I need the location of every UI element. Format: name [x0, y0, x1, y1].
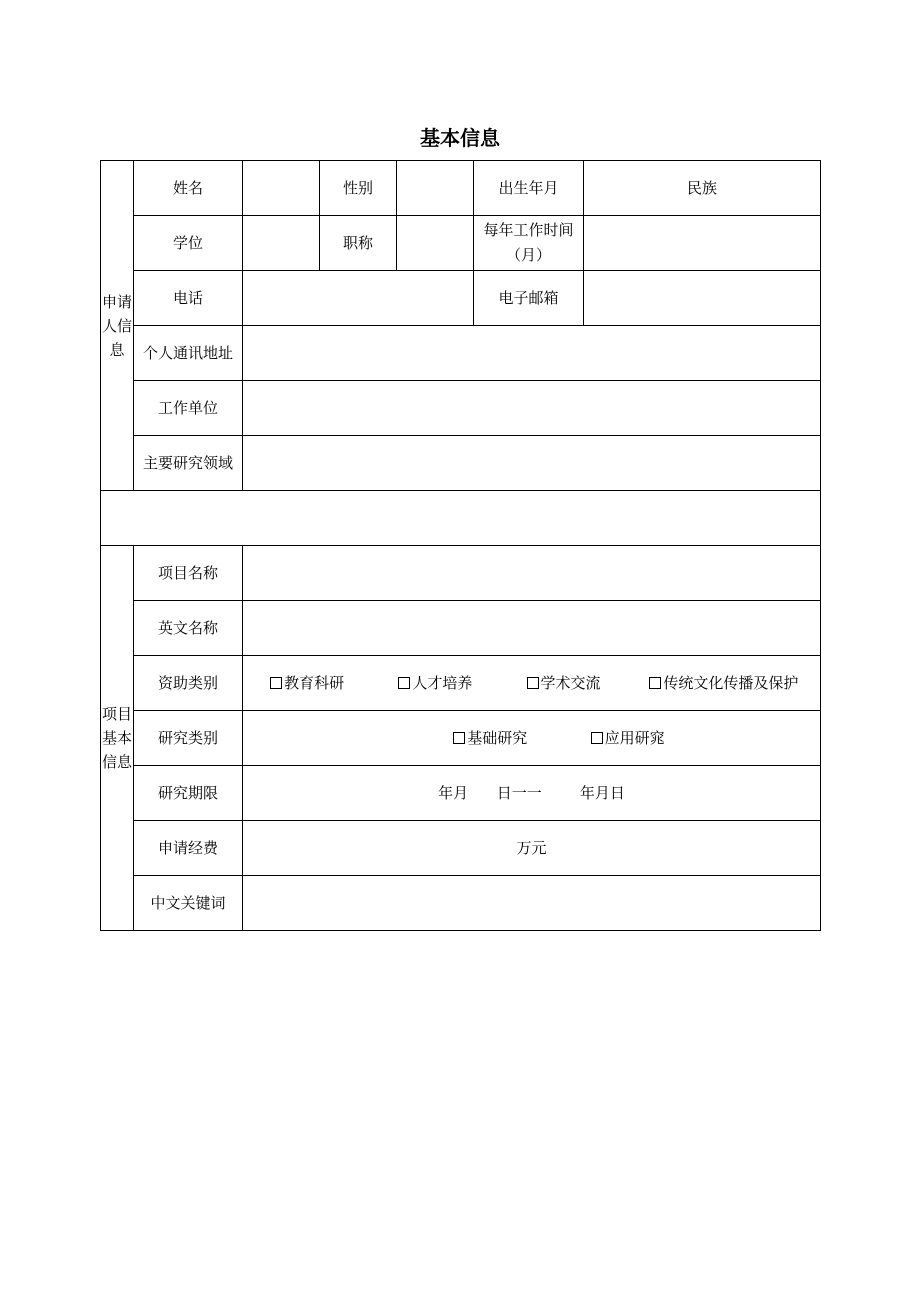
basic-info-table — [100, 160, 821, 931]
email-label: 电子邮箱 — [474, 271, 584, 326]
funding-option-culture[interactable]: 传统文化传播及保护 — [628, 671, 820, 696]
budget-label: 申请经费 — [134, 821, 243, 876]
period-text: 年月 日一一 年月日 — [438, 783, 625, 802]
research-option-applied[interactable]: 应用研窕 — [559, 726, 696, 751]
research-field-field[interactable] — [243, 436, 821, 491]
address-field[interactable] — [243, 326, 821, 381]
keywords-field[interactable] — [243, 876, 821, 931]
blank-separator-row — [101, 491, 821, 546]
period-label: 研究期限 — [134, 766, 243, 821]
applicant-group-label: 申请人信息 — [101, 161, 134, 491]
phone-label: 电话 — [134, 271, 243, 326]
birth-label: 出生年月 — [474, 161, 584, 216]
title-label: 职称 — [320, 216, 397, 271]
research-field-label: 主要研究领域 — [134, 436, 243, 491]
research-option-basic[interactable]: 基础研究 — [422, 726, 559, 751]
checkbox-icon — [398, 677, 410, 689]
checkbox-icon — [591, 732, 603, 744]
name-label: 姓名 — [134, 161, 243, 216]
english-name-field[interactable] — [243, 601, 821, 656]
period-field[interactable] — [243, 766, 821, 821]
email-field[interactable] — [584, 271, 821, 326]
checkbox-icon — [453, 732, 465, 744]
phone-field[interactable] — [243, 271, 474, 326]
checkbox-icon — [649, 677, 661, 689]
title-field[interactable] — [397, 216, 474, 271]
name-field[interactable] — [243, 161, 320, 216]
checkbox-icon — [527, 677, 539, 689]
work-time-label — [474, 216, 584, 271]
employer-field[interactable] — [243, 381, 821, 436]
funding-option-exchange[interactable]: 学术交流 — [499, 671, 627, 696]
budget-unit: 万元 — [516, 838, 547, 857]
english-name-label: 英文名称 — [134, 601, 243, 656]
degree-label: 学位 — [134, 216, 243, 271]
gender-label: 性别 — [320, 161, 397, 216]
project-group-label: 项目基本信息 — [101, 546, 134, 931]
funding-type-label: 资助类别 — [134, 656, 243, 711]
project-name-field[interactable] — [243, 546, 821, 601]
research-type-options — [243, 711, 821, 766]
gender-field[interactable] — [397, 161, 474, 216]
funding-type-options — [243, 656, 821, 711]
research-type-label: 研究类别 — [134, 711, 243, 766]
employer-label: 工作单位 — [134, 381, 243, 436]
degree-field[interactable] — [243, 216, 320, 271]
ethnicity-label: 民族 — [584, 161, 821, 216]
keywords-label: 中文关键词 — [134, 876, 243, 931]
work-time-label-line2: （月） — [505, 246, 551, 264]
funding-option-talent[interactable]: 人才培养 — [371, 671, 499, 696]
funding-option-education[interactable]: 教育科研 — [243, 671, 371, 696]
project-name-label: 项目名称 — [134, 546, 243, 601]
address-label: 个人通讯地址 — [134, 326, 243, 381]
work-time-label-line1: 每年工作时间 — [483, 221, 574, 239]
budget-field[interactable] — [243, 821, 821, 876]
work-time-field[interactable] — [584, 216, 821, 271]
checkbox-icon — [270, 677, 282, 689]
page-title: 基本信息 — [420, 126, 500, 150]
